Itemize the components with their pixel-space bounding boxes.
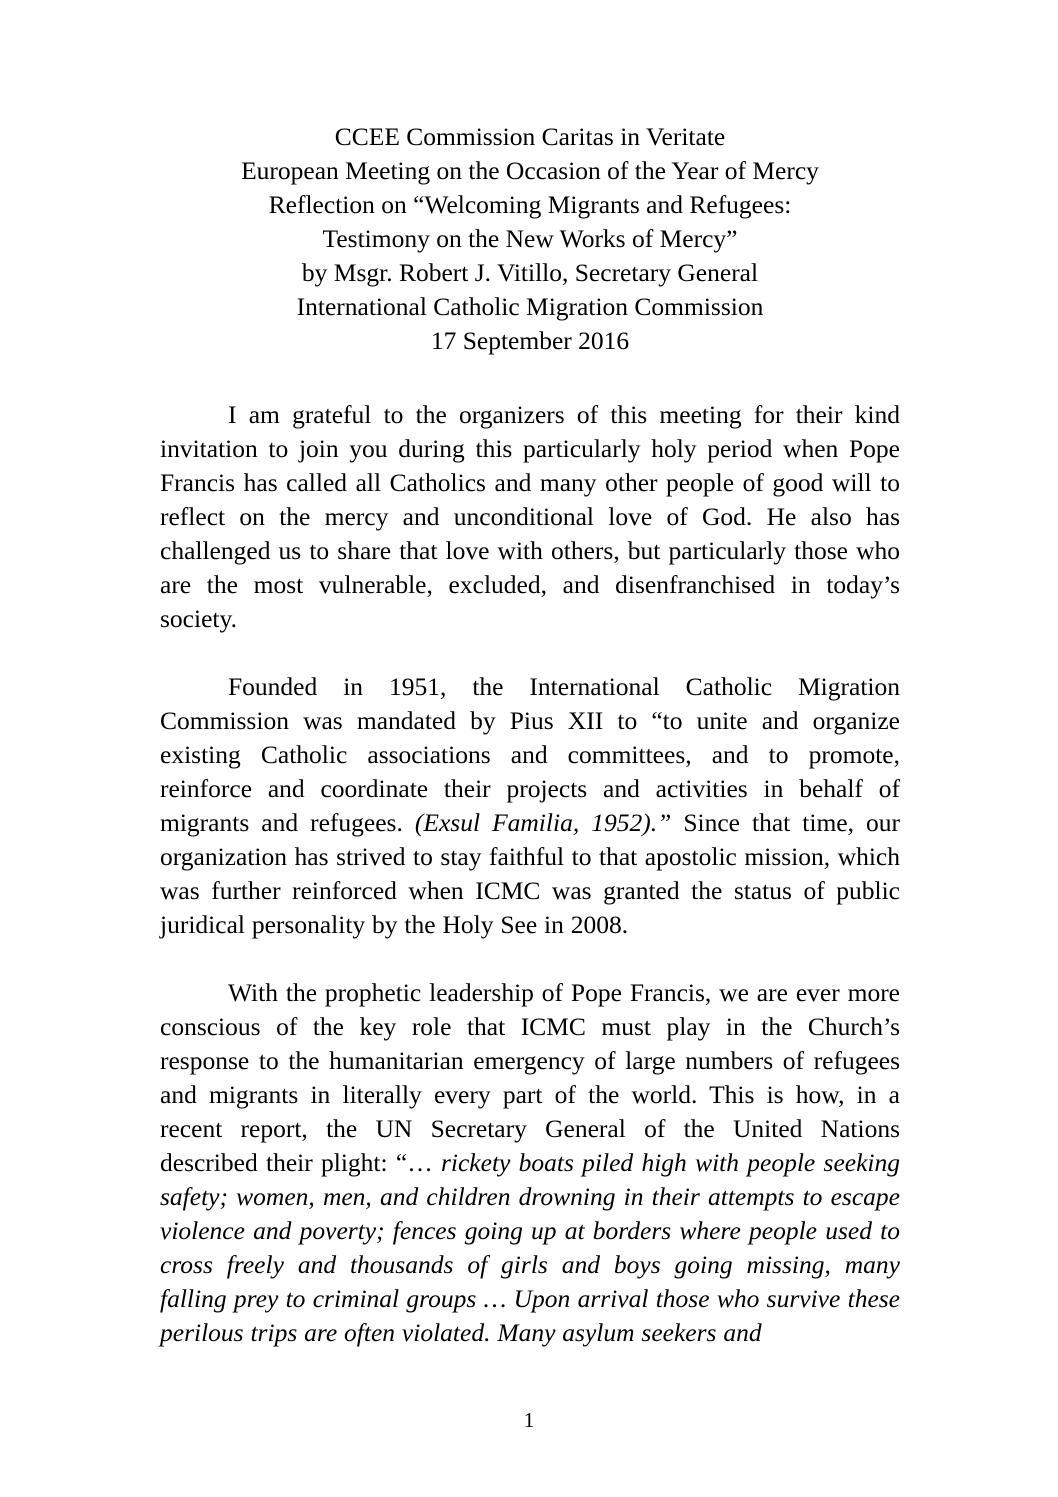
header-line-4: Testimony on the New Works of Mercy”	[322, 224, 738, 253]
header-line-3: Reflection on “Welcoming Migrants and Refugees:	[268, 190, 792, 219]
paragraph-2	[160, 670, 900, 942]
document-body	[160, 398, 900, 1350]
document-header	[160, 120, 900, 358]
paragraph-1-run-1: I am grateful to the organizers of this meeting for their kind invitation to join you during this particularly holy period when Pope Francis has called all Catholics and many other people of good will to reflect on the mercy and unconditional love of God. He also has challenged us to share that love with others, but particularly those who are the most vulnerable, excluded, and disenfranchised in today’s society.	[160, 400, 900, 633]
header-line-6: International Catholic Migration Commission	[296, 292, 764, 321]
header-line-2: European Meeting on the Occasion of the Year of Mercy	[241, 156, 819, 185]
paragraph-2-run-1: Founded in 1951, the International Catholic Migration Commission was mandated by Pius XII to “to unite and organize existing Catholic associations and committees, and to promote, reinforce and coordinate their projects and activities in behalf of migrants and refugees.	[160, 672, 900, 837]
paragraph-1	[160, 398, 900, 636]
citation-exsul-familia: (Exsul Familia, 1952).”	[414, 808, 672, 837]
paragraph-2-run-3: Since that time, our organization has strived to stay faithful to that apostolic mission, which was further reinforced when ICMC was granted the status of public juridical personality by the Holy See in 2008.	[160, 808, 900, 939]
paragraph-3	[160, 976, 900, 1350]
page-content	[160, 120, 900, 1350]
un-secretary-general-quotation: rickety boats piled high with people seeking safety; women, men, and children drowning in their attempts to escape violence and poverty; fences going up at borders where people used to cross freely and thousands of girls and boys going missing, many falling prey to criminal groups … Upon arrival those who survive these perilous trips are often violated. Many asylum seekers and	[160, 1148, 900, 1347]
header-line-7: 17 September 2016	[430, 326, 630, 355]
page-number: 1	[523, 1408, 535, 1432]
header-line-1: CCEE Commission Caritas in Veritate	[334, 122, 726, 151]
header-line-5: by Msgr. Robert J. Vitillo, Secretary General	[301, 258, 759, 287]
paragraph-3-run-1: With the prophetic leadership of Pope Francis, we are ever more conscious of the key role that ICMC must play in the Church’s response to the humanitarian emergency of large numbers of refugees and migrants in literally every part of the world. This is how, in a recent report, the UN Secretary General of the United Nations described their plight: “…	[160, 978, 900, 1177]
